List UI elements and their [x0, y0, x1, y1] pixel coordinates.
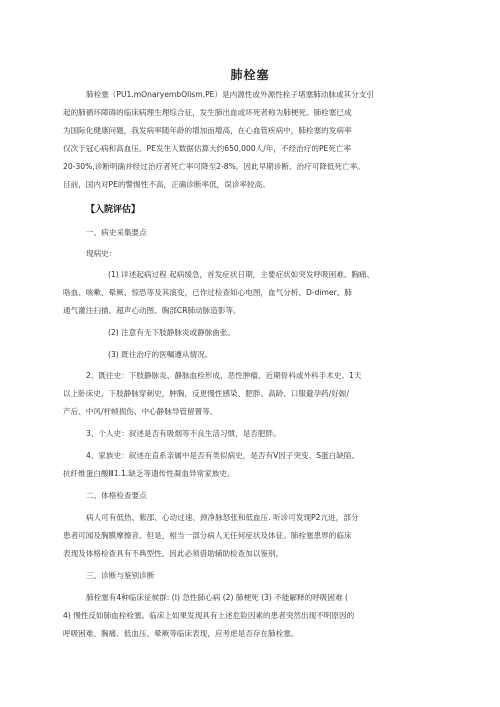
- subsection-heading: 二、体格检查要点: [86, 491, 147, 500]
- history-item-line: 通气灌注扫描、超声心动图、胸部CR肺动脉造影等。: [63, 306, 241, 315]
- diagnosis-line: 呼吸困难、胸痛、低血压、晕厥等临床表现，应考虑是否存在肺栓塞。: [63, 629, 299, 638]
- exam-line: 表现及体格检查具有不典型性，因此必须借助辅助检查加以鉴别。: [63, 549, 284, 558]
- family-history-line: 4、家族史：叙述在直系亲属中是否有类似病史，是否有V因子突变、S蛋白缺陷、: [86, 451, 360, 460]
- intro-line: 仅次于冠心病和高血压。PE发生人数据估算大约650,000人/年，不经治疗的PE死亡率: [63, 144, 352, 153]
- page-title: 肺栓塞: [230, 68, 270, 82]
- intro-line: 为国际化健康问题，我发病率随年龄的增加而增高，在心血管疾病中，肺栓塞的发病率: [63, 126, 352, 135]
- subsection-heading: 三、诊断与鉴别诊断: [86, 571, 155, 580]
- intro-line: 肺栓塞（PU1.mOnaryembOlism,PE）是内源性或外源性栓子堵塞肺动脉或其分支引: [86, 90, 374, 99]
- intro-line: 目前，国内对PE的警惕性不高，正确诊断率低，误诊率较高。: [63, 180, 270, 189]
- history-item-line: (1) 详述起病过程 起病缓急，首发症状日期，主要症状如突发呼吸困难、胸痛、: [108, 270, 375, 279]
- past-history-line: 以上卧床史，下肢静脉穿刺史，肿胸，反更慢性感染、肥胖、高龄、口服避孕药/好娠/: [63, 389, 350, 398]
- subsection-heading: 一、病史采集要点: [86, 228, 147, 237]
- exam-line: 患者可闻及胸膜摩擦音。但是，相当一部分病人无任何症状及体征。肺栓塞患界的临床: [63, 531, 352, 540]
- history-label: 现病史：: [86, 249, 117, 258]
- intro-line: 起的肺循环障碍的临床病理生理综合征，发生肺出血或坏死者称为肺梗死。肺栓塞已成: [63, 108, 352, 117]
- diagnosis-line: 4) 慢性反如肺血栓栓塞。临床上如果发现具有上述危险因素的患者突然出现不明原因的: [63, 611, 355, 620]
- personal-history-line: 3、个人史：叙述是否有吸烟等不良生活习惯，是否肥胖。: [86, 429, 281, 438]
- exam-line: 病人可有低热、紫邵、心动过速、颈净脉怒张和低血压. 听诊可发现P2亢进，部分: [86, 513, 359, 522]
- intro-line: 20-30%,诊断明确并经过治疗者死亡率可降至2-8%。因此早期诊断、治疗可降低死亡率。: [63, 162, 365, 171]
- history-item-line: (3) 既往治疗的医嘱遵从情况。: [108, 350, 213, 359]
- section-heading: 【入院评估】: [86, 205, 141, 215]
- diagnosis-line: 肺栓塞有4种临床征候群: (I) 急性肺心病 (2) 肺梗死 (3) 不能解释的呼吸困难 (: [86, 593, 348, 602]
- history-item-line: (2) 注意有无下肢静脉炎或静脉曲张。: [108, 328, 236, 337]
- family-history-line: 抗纤维蛋白酸Ⅲ1.1.缺乏等遗传性凝血异常家族史。: [63, 469, 235, 478]
- past-history-line: 2、既往史：下肢静脉炎、静脉血栓形成、恶性肿瘤、近期骨科或外科手术史、1天: [86, 371, 362, 380]
- history-item-line: 咯血、咳嗽、晕厥、惊恐等及其演变，已作过检查如心电图，血气分析、D-dimer、肺: [63, 288, 352, 297]
- past-history-line: 产后、中风/杆帧损伤、中心静脉导管留置等。: [63, 407, 218, 416]
